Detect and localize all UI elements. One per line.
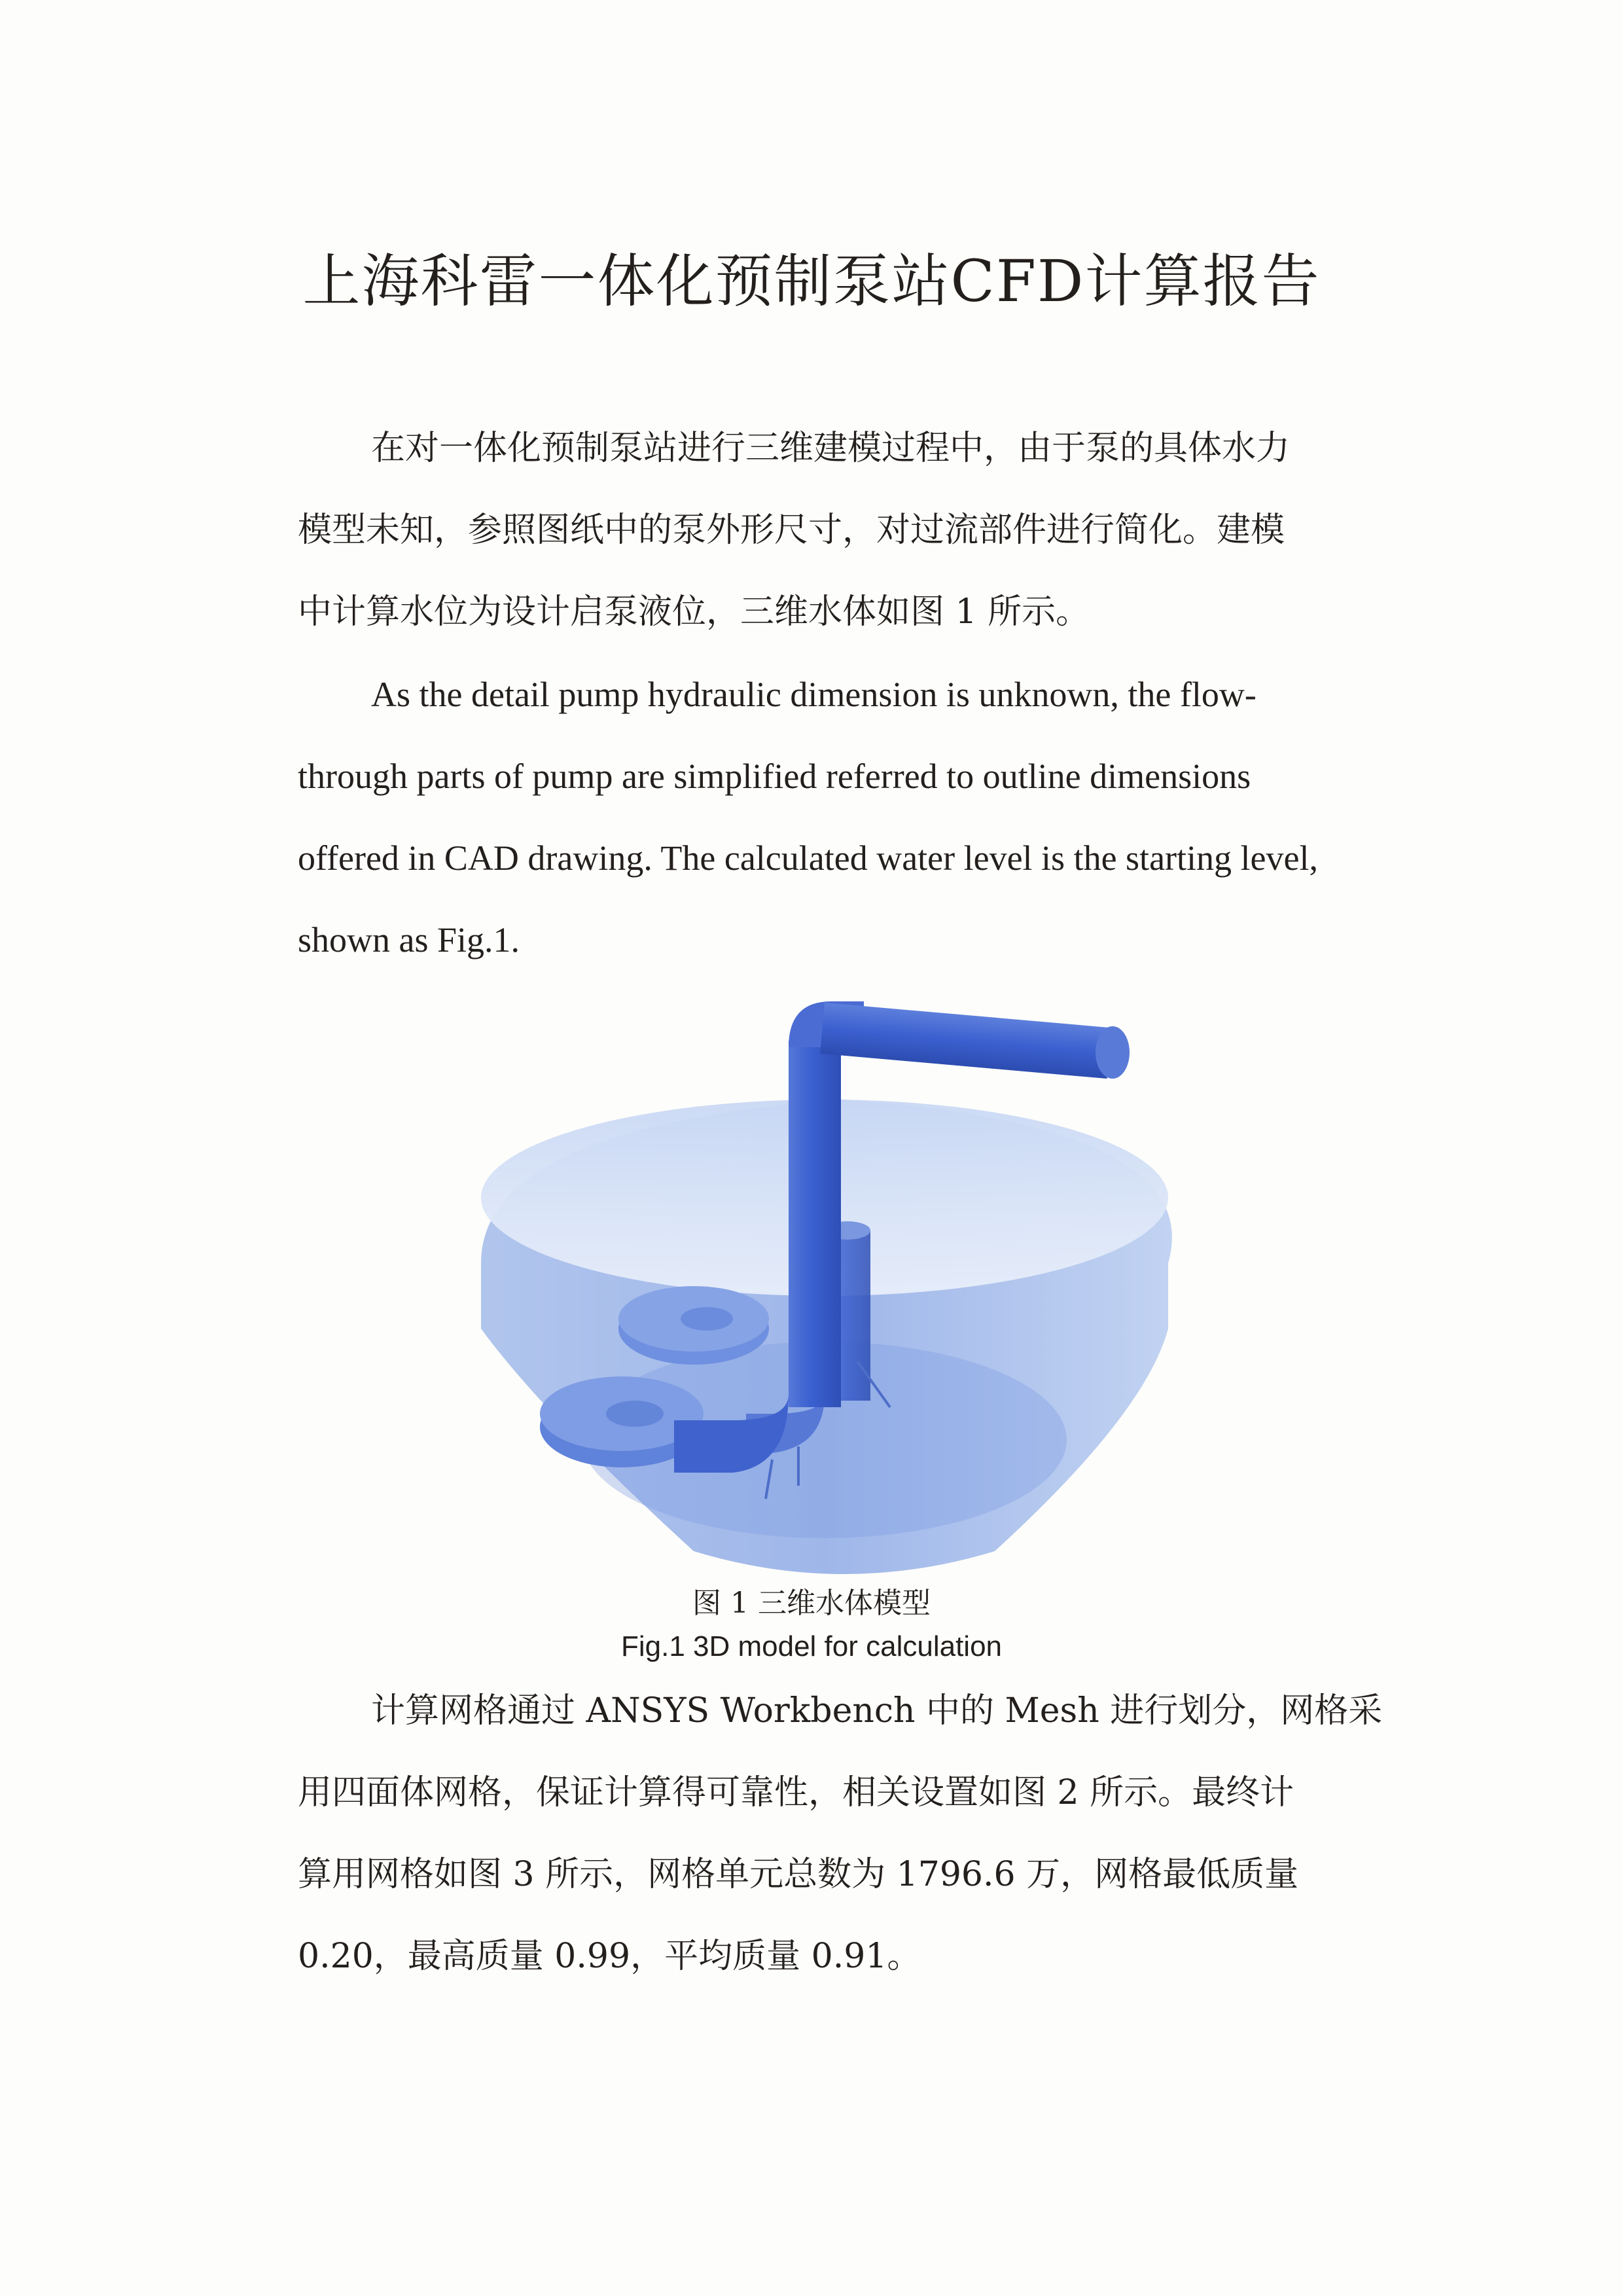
figure-caption-cn: 图 1 三维水体模型 — [692, 1587, 931, 1620]
paragraph-line: 算用网格如图 3 所示，网格单元总数为 1796.6 万，网格最低质量 — [298, 1855, 1299, 1894]
paragraph-line: 中计算水位为设计启泵液位，三维水体如图 1 所示。 — [298, 592, 1090, 632]
paragraph-cn-1 — [298, 408, 1371, 653]
paragraph-en-1 — [298, 654, 1371, 981]
discharge-pipe-vertical — [789, 1041, 841, 1407]
paragraph-line: 用四面体网格，保证计算得可靠性，相关设置如图 2 所示。最终计 — [298, 1773, 1294, 1812]
paragraph-line: shown as Fig.1. — [298, 920, 520, 960]
paragraph-line: 模型未知，参照图纸中的泵外形尺寸，对过流部件进行简化。建模 — [298, 511, 1285, 550]
figure-3d-water-model — [458, 988, 1230, 1590]
discharge-pipe-horizontal — [820, 1003, 1111, 1079]
report-title: 上海科雷一体化预制泵站CFD计算报告 — [302, 247, 1321, 315]
paragraph-line: through parts of pump are simplified referred to outline dimensions — [298, 757, 1251, 796]
paragraph-line: 在对一体化预制泵站进行三维建模过程中，由于泵的具体水力 — [371, 429, 1291, 468]
pipe-outlet — [1096, 1026, 1130, 1079]
paragraph-line: As the detail pump hydraulic dimension is unknown, the flow- — [371, 675, 1257, 714]
paragraph-cn-2 — [298, 1670, 1383, 1998]
figure-caption-en: Fig.1 3D model for calculation — [620, 1630, 1003, 1662]
paragraph-line: offered in CAD drawing. The calculated water level is the starting level, — [298, 838, 1318, 878]
paragraph-line: 计算网格通过 ANSYS Workbench 中的 Mesh 进行划分，网格采 — [371, 1691, 1383, 1731]
paragraph-line: 0.20，最高质量 0.99，平均质量 0.91。 — [298, 1937, 921, 1976]
